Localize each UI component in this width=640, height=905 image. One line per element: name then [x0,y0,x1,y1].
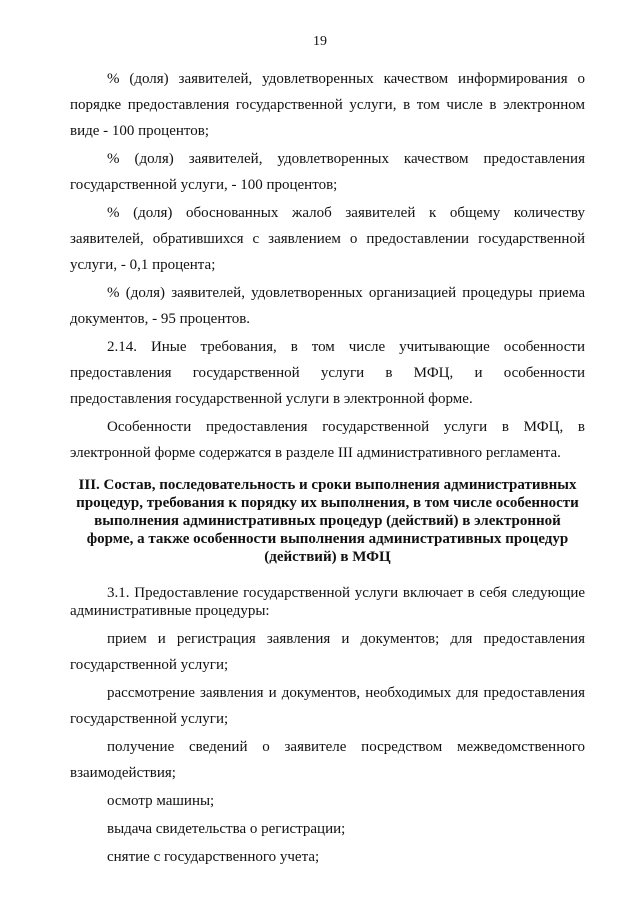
list-item-procedure: снятие с государственного учета; [107,849,320,865]
list-item-procedure: рассмотрение заявления и документов, необходимых для предоставления государственной услуги; [70,685,585,727]
list-item-procedure: прием и регистрация заявления и документов; для предоставления государственной услуги; [70,631,585,673]
paragraph-indicator-reception: % (доля) заявителей, удовлетворенных организацией процедуры приема документов, - 95 процентов. [70,285,585,327]
paragraph-indicator-complaints: % (доля) обоснованных жалоб заявителей к общему количеству заявителей, обратившихся с заявлением о предоставлении государственной услуги, - 0,1 процента; [70,205,585,273]
list-item-procedure: выдача свидетельства о регистрации; [107,821,346,837]
paragraph-indicator-informing: % (доля) заявителей, удовлетворенных качеством информирования о порядке предоставления государственной услуги, в том числе в электронном виде - 100 процентов; [70,71,585,139]
paragraph-3-1: 3.1. Предоставление государственной услуги включает в себя следующие административные процедуры: [70,585,585,619]
document-body [70,66,585,870]
paragraph-2-14: 2.14. Иные требования, в том числе учитывающие особенности предоставления государственной услуги в МФЦ, и особенности предоставления государственной услуги в электронной форме. [70,339,585,407]
paragraph-indicator-quality: % (доля) заявителей, удовлетворенных качеством предоставления государственной услуги, - 100 процентов; [70,151,585,193]
list-item-procedure: получение сведений о заявителе посредством межведомственного взаимодействия; [70,739,585,781]
list-item-procedure: осмотр машины; [107,793,215,809]
paragraph-mfc-features: Особенности предоставления государственной услуги в МФЦ, в электронной форме содержатся в разделе III административного регламента. [70,419,585,461]
page-number: 19 [313,34,327,49]
section-heading: III. Состав, последовательность и сроки выполнения административных процедур, требования к порядку их выполнения, в том числе особенности выполнения административных процедур (действий) в электронной форме, а также особенности выполнения административных процедур (действий) в МФЦ [76,477,579,565]
